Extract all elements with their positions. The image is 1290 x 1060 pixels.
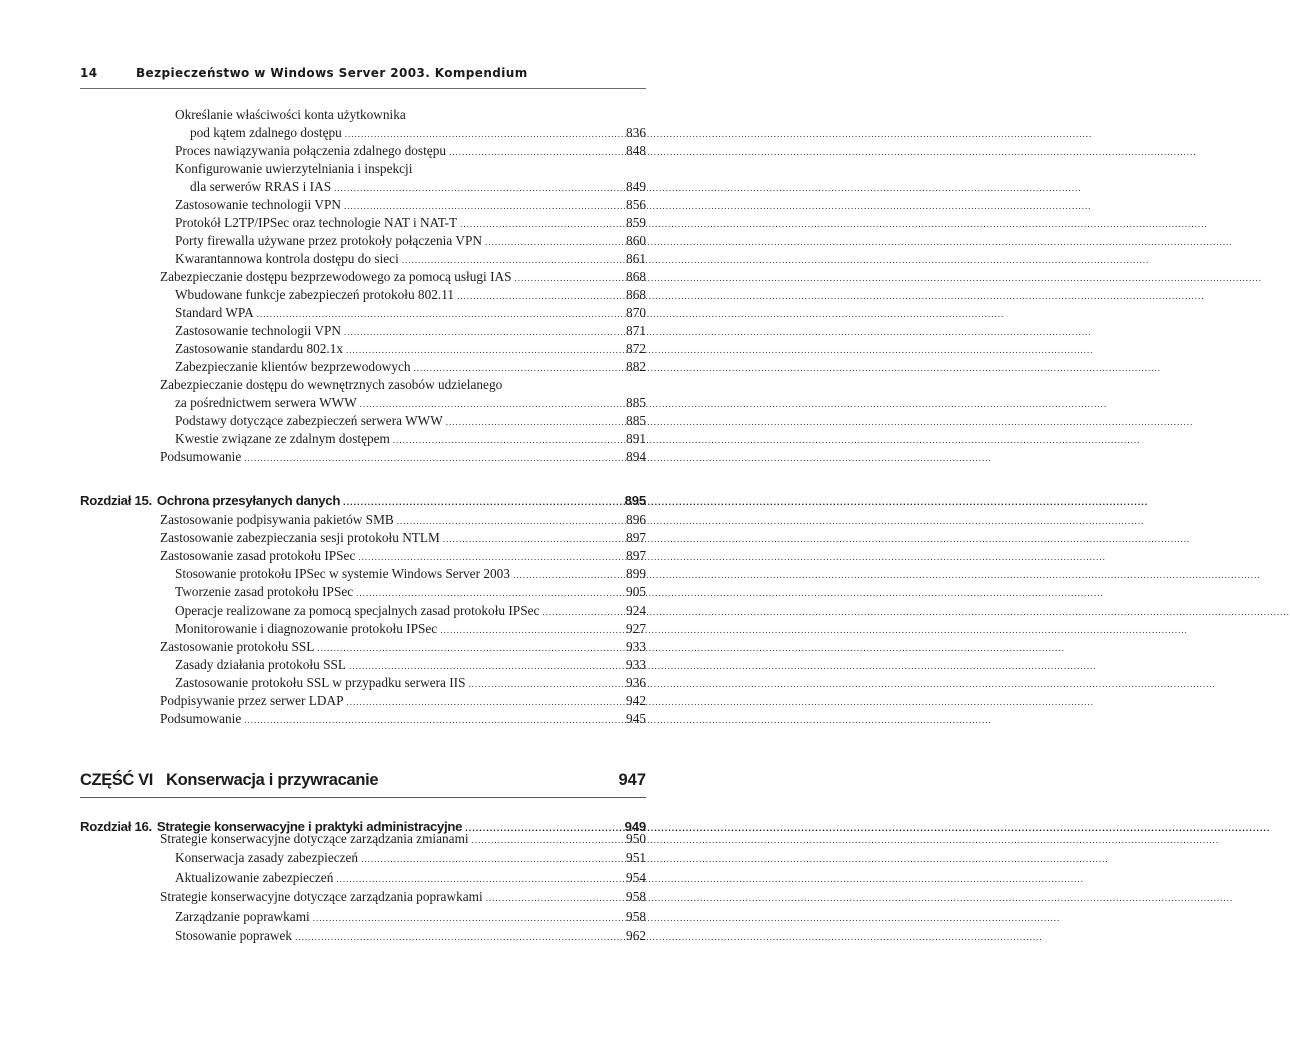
toc-entry-title: Podpisywanie przez serwer LDAP — [160, 693, 344, 708]
toc-entry-page: 924 — [626, 602, 646, 618]
toc-entry[interactable] — [175, 358, 646, 376]
page-number: 14 — [80, 66, 98, 80]
toc-entry[interactable] — [175, 602, 646, 620]
toc-entry-title: dla serwerów RRAS i IAS — [190, 179, 332, 194]
toc-entry[interactable] — [190, 178, 646, 196]
dot-leader — [346, 341, 623, 359]
toc-entry-title: Zastosowanie standardu 802.1x — [175, 341, 344, 356]
dot-leader — [244, 449, 623, 467]
dot-leader — [446, 413, 623, 431]
toc-entry-page: 849 — [626, 179, 646, 194]
dot-leader — [244, 711, 623, 729]
dot-leader — [334, 179, 623, 197]
toc-entry-page: 861 — [626, 251, 646, 266]
toc-entry[interactable] — [175, 412, 646, 430]
toc-entry[interactable] — [175, 620, 646, 638]
toc-entry[interactable] — [160, 638, 646, 656]
toc-entry[interactable] — [160, 268, 646, 286]
toc-entry-title: Stosowanie protokołu IPSec w systemie Windows Server 2003 — [175, 566, 510, 582]
toc-entry-title: Zarządzanie poprawkami — [175, 908, 310, 924]
dot-leader — [460, 215, 623, 233]
dot-leader — [440, 621, 623, 639]
toc-entry-title: Stosowanie poprawek — [175, 928, 293, 943]
toc-entry-page: 951 — [626, 850, 646, 866]
toc-entry[interactable] — [160, 710, 646, 728]
toc-entry[interactable] — [175, 232, 646, 250]
toc-entry-page: 870 — [626, 305, 646, 320]
toc-entry[interactable] — [175, 322, 646, 340]
toc-entry-title: Podsumowanie — [160, 711, 242, 727]
dot-leader — [257, 305, 623, 323]
dot-leader — [345, 125, 623, 143]
dot-leader — [393, 431, 623, 449]
toc-entry[interactable] — [175, 196, 646, 214]
toc-entry-title: Zastosowanie protokołu SSL — [160, 638, 315, 654]
book-title: Bezpieczeństwo w Windows Server 2003. Kompendium — [136, 66, 528, 80]
chapter-page: 949 — [624, 819, 646, 834]
toc-entry[interactable] — [175, 674, 646, 692]
dot-leader — [449, 143, 623, 161]
toc-entry[interactable] — [175, 304, 646, 322]
toc-entry[interactable] — [175, 250, 646, 268]
toc-entry[interactable] — [190, 124, 646, 142]
part-divider — [80, 797, 646, 798]
toc-entry[interactable] — [175, 286, 646, 304]
toc-entry-title: Standard WPA — [175, 305, 254, 320]
toc-entry-page: 848 — [626, 143, 646, 158]
toc-entry-title: Porty firewalla używane przez protokoły połączenia VPN — [175, 233, 482, 248]
toc-entry-title: Operacje realizowane za pomocą specjalnych zasad protokołu IPSec — [175, 602, 540, 618]
toc-entry-title: za pośrednictwem serwera WWW — [175, 395, 357, 410]
chapter-title: Ochrona przesyłanych danych — [156, 493, 341, 508]
toc-entry[interactable] — [175, 430, 646, 448]
toc-entry-title: Zastosowanie zabezpieczania sesji protokołu NTLM — [160, 530, 440, 546]
toc-entry-title: Zastosowanie protokołu SSL w przypadku serwera IIS — [175, 674, 466, 690]
toc-entry-title: Zabezpieczanie klientów bezprzewodowych — [175, 359, 411, 374]
toc-entry-page: 933 — [626, 638, 646, 654]
dot-leader — [295, 928, 623, 946]
dot-leader — [443, 530, 623, 548]
toc-entry[interactable] — [175, 142, 646, 160]
dot-leader — [469, 675, 624, 693]
toc-entry-title: Zastosowanie technologii VPN — [175, 197, 341, 212]
toc-entry[interactable] — [175, 908, 646, 926]
header-divider — [80, 88, 646, 89]
dot-leader — [414, 359, 624, 377]
toc-entry-page: 954 — [626, 869, 646, 885]
toc-entry-page: 942 — [626, 693, 646, 708]
chapter-page: 895 — [624, 493, 646, 508]
toc-entry-title: Aktualizowanie zabezpieczeń — [175, 869, 334, 885]
toc-entry[interactable] — [160, 511, 646, 529]
part-title: Konserwacja i przywracanie — [166, 771, 379, 789]
dot-leader — [358, 548, 623, 566]
toc-entry-title: Zastosowanie technologii VPN — [175, 323, 341, 338]
toc-entry-title: pod kątem zdalnego dostępu — [190, 125, 342, 140]
toc-entry-page: 950 — [626, 831, 646, 846]
dot-leader — [344, 197, 623, 215]
toc-entry[interactable] — [160, 888, 646, 906]
dot-leader — [513, 566, 623, 584]
toc-entry-page: 897 — [626, 548, 646, 564]
toc-entry-title: Zasady działania protokołu SSL — [175, 656, 346, 672]
toc-entry-title: Zabezpieczanie dostępu bezprzewodowego za pomocą usługi IAS — [160, 269, 512, 284]
dot-leader — [317, 639, 623, 657]
toc-entry-page: 860 — [626, 233, 646, 248]
toc-entry-title: Protokół L2TP/IPSec oraz technologie NAT i NAT-T — [175, 215, 458, 230]
toc-entry-page: 894 — [626, 449, 646, 464]
toc-entry[interactable] — [160, 692, 646, 710]
toc-entry-page: 882 — [626, 359, 646, 374]
toc-entry-title: Strategie konserwacyjne dotyczące zarządzania poprawkami — [160, 889, 483, 905]
toc-entry-page: 872 — [626, 341, 646, 356]
dot-leader — [515, 269, 624, 287]
toc-entry-title: Wbudowane funkcje zabezpieczeń protokołu 802.11 — [175, 287, 455, 302]
dot-leader — [457, 287, 623, 305]
toc-entry[interactable] — [175, 869, 646, 887]
toc-entry-page: 927 — [626, 620, 646, 636]
toc-entry[interactable] — [175, 849, 646, 867]
dot-leader — [347, 693, 624, 711]
toc-entry-page: 905 — [626, 584, 646, 600]
chapter-15-heading[interactable] — [80, 491, 646, 511]
toc-entry-page: 945 — [626, 711, 646, 727]
dot-leader — [361, 850, 623, 868]
toc-entry[interactable] — [160, 448, 646, 466]
toc-entry-title[interactable]: Określanie właściwości konta użytkownika — [175, 107, 406, 122]
part-6-heading[interactable] — [80, 768, 646, 792]
toc-entry-title: Podsumowanie — [160, 449, 242, 464]
dot-leader — [360, 395, 623, 413]
toc-entry[interactable] — [175, 340, 646, 358]
toc-entry-title[interactable]: Zabezpieczanie dostępu do wewnętrznych zasobów udzielanego — [160, 377, 503, 392]
dot-leader — [343, 492, 623, 512]
toc-entry-page: 958 — [626, 908, 646, 924]
toc-entry-title: Kwarantannowa kontrola dostępu do sieci — [175, 251, 399, 266]
toc-entry[interactable] — [175, 214, 646, 232]
part-label: CZĘŚĆ VI — [80, 771, 153, 789]
toc-entry[interactable] — [160, 529, 646, 547]
toc-entry-title: Zastosowanie podpisywania pakietów SMB — [160, 512, 394, 527]
toc-entry[interactable] — [160, 830, 646, 848]
toc-entry-title[interactable]: Konfigurowanie uwierzytelniania i inspekcji — [175, 161, 413, 176]
toc-entry-title: Zastosowanie zasad protokołu IPSec — [160, 548, 356, 564]
toc-entry[interactable] — [175, 927, 646, 945]
toc-entry-title: Tworzenie zasad protokołu IPSec — [175, 584, 354, 600]
dot-leader — [472, 831, 623, 849]
toc-entry-page: 871 — [626, 323, 646, 338]
chapter-label: Rozdział 15. — [80, 493, 152, 508]
dot-leader — [486, 889, 623, 907]
toc-entry-title: Strategie konserwacyjne dotyczące zarządzania zmianami — [160, 831, 469, 846]
dot-leader — [485, 233, 623, 251]
dot-leader — [402, 251, 623, 269]
part-page: 947 — [618, 771, 646, 789]
dot-leader — [542, 603, 623, 621]
toc-entry-page: 933 — [626, 656, 646, 672]
toc-entry[interactable] — [175, 583, 646, 601]
toc-entry-page: 958 — [626, 889, 646, 905]
toc-entry-page: 885 — [626, 413, 646, 428]
toc-entry[interactable] — [175, 656, 646, 674]
toc-entry-page: 897 — [626, 530, 646, 546]
toc-entry-page: 896 — [626, 512, 646, 527]
toc-entry-page: 962 — [626, 928, 646, 943]
dot-leader — [349, 657, 623, 675]
toc-entry-title: Podstawy dotyczące zabezpieczeń serwera WWW — [175, 413, 443, 428]
toc-entry-page: 885 — [626, 395, 646, 410]
dot-leader — [397, 512, 623, 530]
dot-leader — [336, 870, 623, 888]
toc-entry-title: Kwestie związane ze zdalnym dostępem — [175, 431, 390, 446]
toc-entry-page: 859 — [626, 215, 646, 230]
toc-entry-page: 891 — [626, 431, 646, 446]
dot-leader — [356, 584, 623, 602]
toc-entry-title: Proces nawiązywania połączenia zdalnego dostępu — [175, 143, 446, 158]
toc-entry-title: Konserwacja zasady zabezpieczeń — [175, 850, 359, 866]
toc-entry[interactable] — [175, 565, 646, 583]
dot-leader — [344, 323, 623, 341]
toc-entry-page: 936 — [626, 674, 646, 690]
toc-entry[interactable] — [160, 547, 646, 565]
toc-entry-page: 899 — [626, 566, 646, 582]
toc-entry-page: 836 — [626, 125, 646, 140]
chapter-title: Strategie konserwacyjne i praktyki administracyjne — [156, 819, 463, 834]
toc-entry-page: 868 — [626, 269, 646, 284]
toc-entry-page: 856 — [626, 197, 646, 212]
toc-entry[interactable] — [175, 394, 646, 412]
chapter-label: Rozdział 16. — [80, 819, 152, 834]
dot-leader — [313, 909, 623, 927]
toc-entry-title: Monitorowanie i diagnozowanie protokołu IPSec — [175, 620, 438, 636]
toc-entry-page: 868 — [626, 287, 646, 302]
